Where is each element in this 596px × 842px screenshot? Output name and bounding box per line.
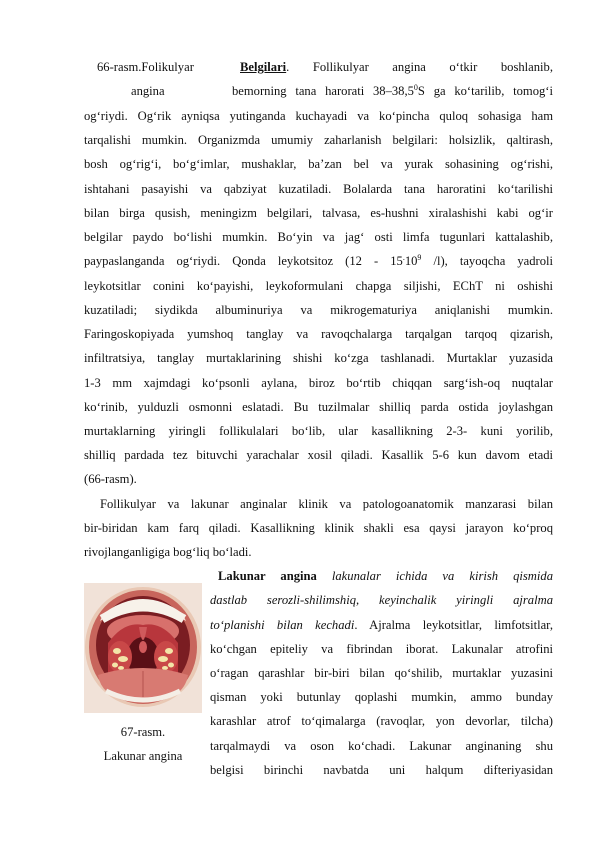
lakunar-line: belgisi birinchi navbatda uni halqum difteriyasidan bbox=[210, 763, 553, 777]
paragraph-intro-line2 bbox=[232, 83, 553, 99]
body-line: tarqalishi mumkin. Organizmda umumiy zaharlanish belgilari: holsizlik, qaltirash, bbox=[84, 133, 553, 147]
lakunar-line: qisman yoki butunlay qoplashi mumkin, ammo bunday bbox=[210, 690, 553, 704]
body-line: ishtahani pasayishi va qabziyat kuzatiladi. Bolalarda tana haroratini ko‘tarilishi bbox=[84, 182, 553, 196]
paragraph-compare-line1: Follikulyar va lakunar anginalar klinik va patologoanatomik manzarasi bilan bbox=[100, 497, 553, 511]
figure-67-caption-number: 67-rasm. bbox=[120, 725, 166, 739]
body-line-last: (66-rasm). bbox=[84, 472, 137, 486]
term-lakunar-angina: Lakunar angina bbox=[218, 569, 317, 583]
lakunar-line: karashlar atrof to‘qimalarga (ravoqlar, yon devorlar, tilcha) bbox=[210, 714, 553, 728]
body-line: belgilar paydo bo‘lishi mumkin. Bo‘yin va jag‘ osti limfa tugunlari kattalashib, bbox=[84, 230, 553, 244]
figure-66-caption-line2: angina bbox=[131, 84, 165, 98]
term-belgilari: Belgilari bbox=[240, 60, 287, 74]
lakunar-line2: dastlab serozli-shilimshiq, keyinchalik yiringli ajralma bbox=[210, 593, 553, 607]
lakunar-line3: to‘planishi bilan kechadi. Ajralma leykotsitlar, limfotsitlar, bbox=[210, 618, 554, 632]
lakunar-line: tarqalmaydi va oson ko‘chadi. Lakunar anginaning shu bbox=[210, 739, 553, 753]
body-line: og‘riydi. Og‘rik ayniqsa yutinganda kuchayadi va ko‘pincha quloq sohasiga ham bbox=[84, 109, 553, 123]
exponent-sup: 9 bbox=[417, 252, 422, 262]
dot-sup: . bbox=[402, 252, 405, 262]
body-line: bosh og‘rig‘i, bo‘g‘imlar, mushaklar, ba’zan bel va yurak sohasining og‘rishi, bbox=[84, 157, 553, 171]
degree-sup: 0 bbox=[413, 82, 418, 92]
figure-67-image bbox=[84, 583, 202, 713]
body-line: Faringoskopiyada yumshoq tanglay va ravoqchalarga tarqalgan tarqoq qizarish, bbox=[84, 327, 553, 341]
intro-line1-rest: . Follikulyar angina o‘tkir boshlanib, bbox=[286, 60, 553, 74]
body-line: ko‘rinib, yulduzli osmonni eslatadi. Bu tuzilmalar shilliq parda ostida joylashgan bbox=[84, 400, 553, 414]
body-line: infiltratsiya, tanglay murtaklarining shishi ko‘zga tashlanadi. Murtaklar yuzasida bbox=[84, 351, 553, 365]
lakunar-line: o‘ragan qarashlar bir-biri bilan qo‘shilib, murtaklar yuzasini bbox=[210, 666, 553, 680]
body-line: kuzatiladi; siydikda albuminuriya va mikrogematuriya aniqlanishi mumkin. bbox=[84, 303, 553, 317]
paragraph-intro-line1 bbox=[240, 59, 553, 75]
lakunar-line: ko‘chgan epiteliy va fibrindan iborat. Lakunalar atrofini bbox=[210, 642, 553, 656]
body-line: leykotsitlar conini ko‘payishi, leykoformulani chapga siljishi, EChT ni oshishi bbox=[84, 279, 553, 293]
figure-67-caption-title: Lakunar angina bbox=[103, 749, 183, 763]
intro-line2-a: bemorning tana harorati 38–38,5 bbox=[232, 84, 414, 98]
intro-line2-b: S ga ko‘tarilib, tomog‘i bbox=[417, 84, 553, 98]
paragraph-compare-line2: bir-biridan kam farq qiladi. Kasallikning klinik shakli esa qaysi jarayon ko‘proq bbox=[84, 521, 553, 535]
body-line: shilliq pardada tez bituvchi yarachalar xosil qiladi. Kasallik 5-6 kun davom etadi bbox=[84, 448, 553, 462]
body-line: 1-3 mm xajmdagi ko‘psonli aylana, biroz bo‘rtib chiqqan sarg‘ish-oq nuqtalar bbox=[84, 376, 553, 390]
open-mouth-illustration bbox=[84, 583, 202, 713]
body-line: murtaklarning yiringli follikulalari bo‘lib, ular kasallikning 2-3- kuni yorilib, bbox=[84, 424, 553, 438]
figure-66-caption-line1: 66-rasm.Folikulyar bbox=[97, 60, 194, 74]
body-line: bilan birga qusish, meningizm belgilari, talvasa, es-hushni xiralashishi kabi og‘ir bbox=[84, 206, 553, 220]
paragraph-compare-line3: rivojlanganligiga bog‘liq bo‘ladi. bbox=[84, 545, 252, 559]
lakunar-line1: Lakunar angina lakunalar ichida va kirish qismida bbox=[218, 569, 553, 583]
body-line-leukocytosis: paypaslanganda og‘riydi. Qonda leykotsitoz ($12 - 15^.10^9$ /l), tayoqcha yadroli bbox=[84, 252, 554, 268]
